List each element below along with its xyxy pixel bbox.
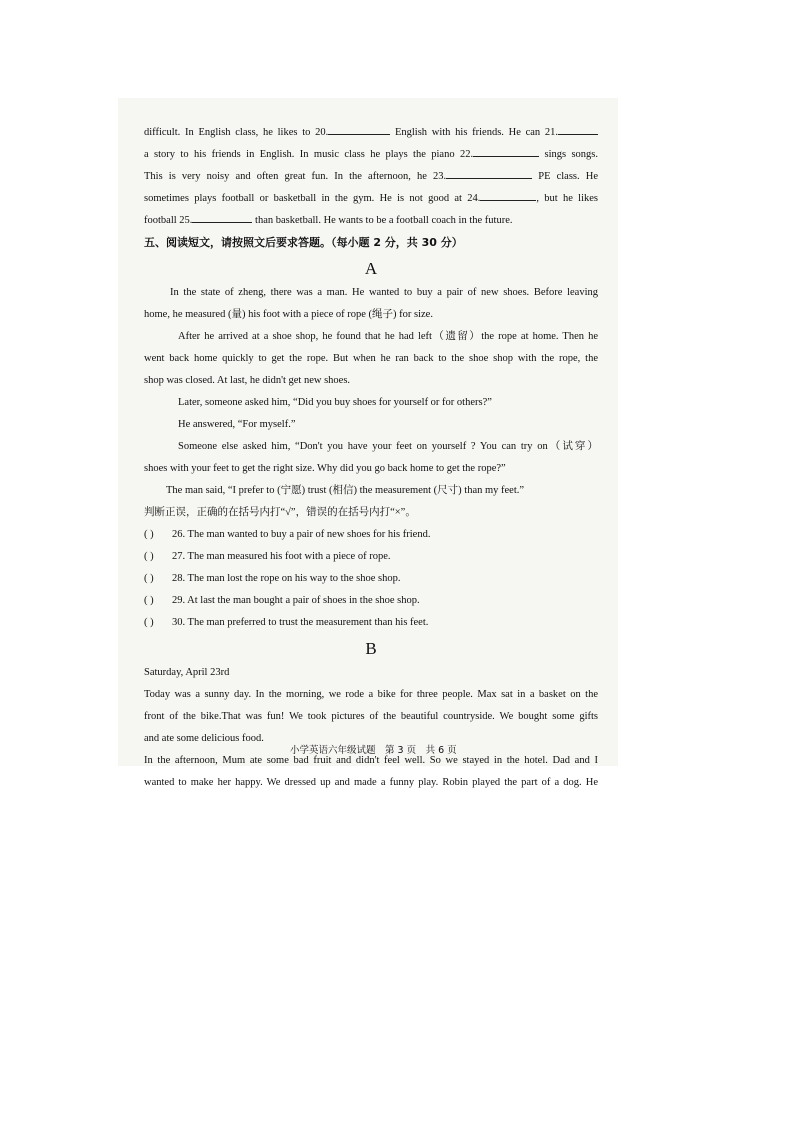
passage-b-line: and ate some delicious food. <box>144 733 264 744</box>
cloze-text: sings songs. <box>544 149 598 160</box>
question-text: 27. The man measured his foot with a piece of rope. <box>172 551 391 562</box>
diary-date: Saturday, April 23rd <box>144 667 230 678</box>
cloze-line-1 <box>144 122 598 144</box>
question-text: 28. The man lost the rope on his way to the shoe shop. <box>172 573 401 584</box>
passage-b-line: front of the bike.That was fun! We took pictures of the beautiful countryside. We bought some gifts <box>144 711 598 722</box>
cloze-line-5 <box>144 210 598 232</box>
section-heading: 五、阅读短文，请按照文后要求答题。（每小题 2 分，共 30 分） <box>144 236 463 249</box>
passage-a-line: Someone else asked him, “Don't you have your feet on yourself ? You can try on（试穿） <box>178 441 598 452</box>
cloze-text: English with his friends. He can 21. <box>394 127 559 138</box>
answer-parentheses[interactable]: ( ) <box>144 617 154 628</box>
passage-a-line: home, he measured (量) his foot with a piece of rope (绳子) for size. <box>144 309 433 320</box>
answer-blank-20[interactable] <box>328 122 390 135</box>
passage-a-line: shoes with your feet to get the right size. Why did you go back home to get the rope?” <box>144 463 506 474</box>
answer-parentheses[interactable]: ( ) <box>144 595 154 606</box>
cloze-text: PE class. He <box>538 171 598 182</box>
question-text: 29. At last the man bought a pair of shoes in the shoe shop. <box>172 595 420 606</box>
answer-parentheses[interactable]: ( ) <box>144 529 154 540</box>
cloze-text: than basketball. He wants to be a football coach in the future. <box>255 215 513 226</box>
cloze-line-2 <box>144 144 598 166</box>
cloze-text: difficult. In English class, he likes to 20. <box>144 127 329 138</box>
answer-blank-24[interactable] <box>480 188 536 201</box>
answer-blank-25[interactable] <box>192 210 252 223</box>
question-text: 26. The man wanted to buy a pair of new shoes for his friend. <box>172 529 431 540</box>
passage-a-line: The man said, “I prefer to (宁愿) trust (相信) the measurement (尺寸) than my feet.” <box>166 485 525 496</box>
answer-parentheses[interactable]: ( ) <box>144 551 154 562</box>
passage-a-line: Later, someone asked him, “Did you buy shoes for yourself or for others?” <box>178 397 492 408</box>
answer-blank-22[interactable] <box>473 144 539 157</box>
passage-a-line: After he arrived at a shoe shop, he found that he had left（遗留）the rope at home. Then he <box>178 331 598 342</box>
question-28 <box>144 568 598 590</box>
question-30 <box>144 612 598 634</box>
cloze-text: sometimes plays football or basketball in the gym. He is not good at 24. <box>144 193 481 204</box>
page-footer: 小学英语六年级试题 第 3 页 共 6 页 <box>290 745 457 756</box>
answer-blank-23[interactable] <box>446 166 532 179</box>
passage-b-line: wanted to make her happy. We dressed up and made a funny play. Robin played the part of a dog. He <box>144 777 598 788</box>
passage-a-label: A <box>364 259 378 278</box>
question-27 <box>144 546 598 568</box>
passage-a-line: shop was closed. At last, he didn't get new shoes. <box>144 375 351 386</box>
passage-a-line: went back home quickly to get the rope. But when he ran back to the shoe shop with the rope, the <box>144 353 598 364</box>
question-26 <box>144 524 598 546</box>
cloze-text: football 25. <box>144 215 193 226</box>
question-text: 30. The man preferred to trust the measurement than his feet. <box>172 617 429 628</box>
passage-b-label: B <box>365 639 377 658</box>
cloze-text: This is very noisy and often great fun. In the afternoon, he 23. <box>144 171 447 182</box>
question-29 <box>144 590 598 612</box>
passage-b-line: Today was a sunny day. In the morning, we rode a bike for three people. Max sat in a basket on the <box>144 689 598 700</box>
cloze-line-4 <box>144 188 598 210</box>
answer-parentheses[interactable]: ( ) <box>144 573 154 584</box>
exam-page <box>144 122 598 794</box>
passage-b-line: In the afternoon, Mum ate some bad fruit and didn't feel well. So we stayed in the hotel. Dad and I <box>144 755 598 766</box>
cloze-text: a story to his friends in English. In music class he plays the piano 22. <box>144 149 474 160</box>
answer-blank-21[interactable] <box>558 122 598 135</box>
cloze-line-3 <box>144 166 598 188</box>
passage-a-line: He answered, “For myself.” <box>178 419 296 430</box>
true-false-instruction: 判断正误，正确的在括号内打“√”，错误的在括号内打“×”。 <box>144 507 416 518</box>
cloze-text: , but he likes <box>536 193 598 204</box>
passage-a-line: In the state of zheng, there was a man. He wanted to buy a pair of new shoes. Before leaving <box>170 287 598 298</box>
